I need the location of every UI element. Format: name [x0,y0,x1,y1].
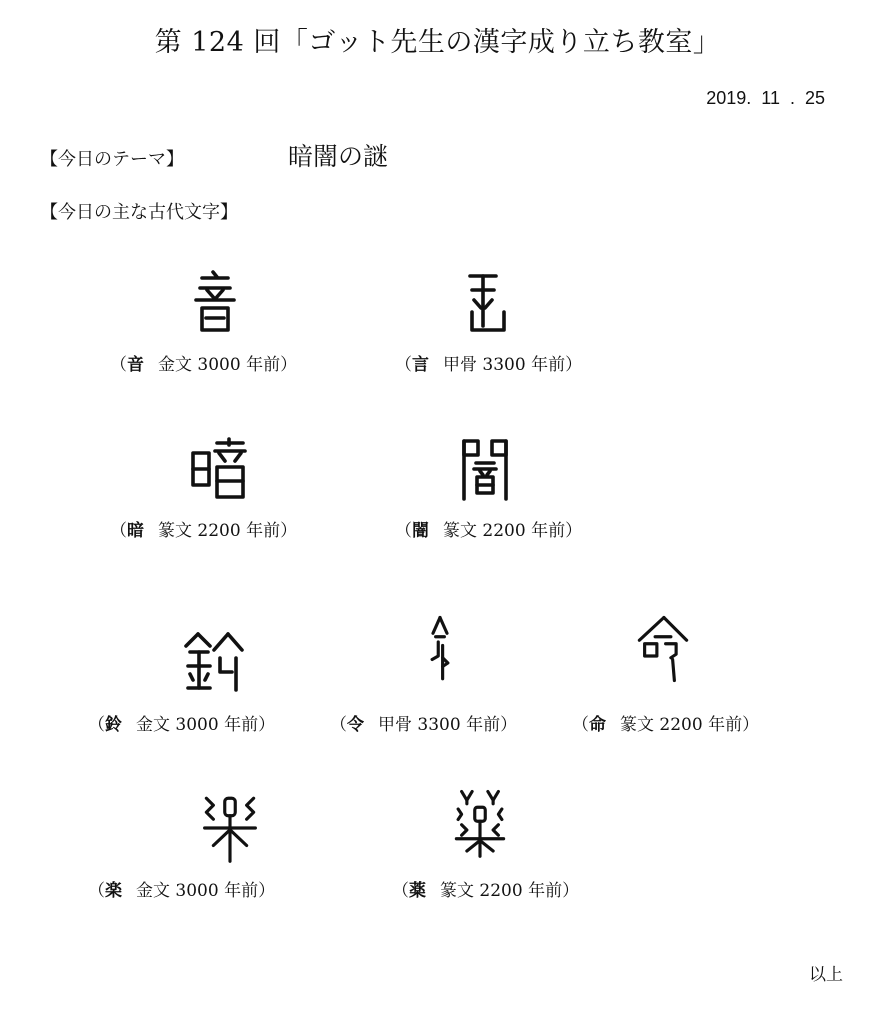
caption-raku: （楽 金文 3000 年前） [88,881,276,901]
ancient-characters-label: 【今日の主な古代文字】 [40,202,238,223]
closing-text: 以上 [809,965,843,985]
caption-gen: （言 甲骨 3300 年前） [395,355,583,375]
caption-kusuri: （薬 篆文 2200 年前） [392,881,580,901]
ancient-oto-glyph-icon [180,268,250,338]
caption-an: （暗 篆文 2200 年前） [110,521,298,541]
ancient-gen-glyph-icon [448,268,518,338]
caption-mei: （命 篆文 2200 年前） [572,715,760,735]
ancient-raku-glyph-icon [195,793,265,863]
caption-rei: （令 甲骨 3300 年前） [330,715,518,735]
ancient-yami-glyph-icon [450,435,520,505]
ancient-an-glyph-icon [185,435,255,505]
caption-yami: （闇 篆文 2200 年前） [395,521,583,541]
page-title: 第 124 回「ゴット先生の漢字成り立ち教室」 [154,27,721,58]
caption-suzu: （鈴 金文 3000 年前） [88,715,276,735]
ancient-rei-glyph-icon [405,614,475,684]
theme-value: 暗闇の謎 [288,142,389,171]
caption-oto: （音 金文 3000 年前） [110,355,298,375]
ancient-kusuri-glyph-icon [445,788,515,858]
theme-label: 【今日のテーマ】 [40,149,184,170]
ancient-suzu-glyph-icon [180,626,250,696]
document-date: 2019. 11 . 25 [706,88,825,108]
ancient-mei-glyph-icon [628,614,698,684]
